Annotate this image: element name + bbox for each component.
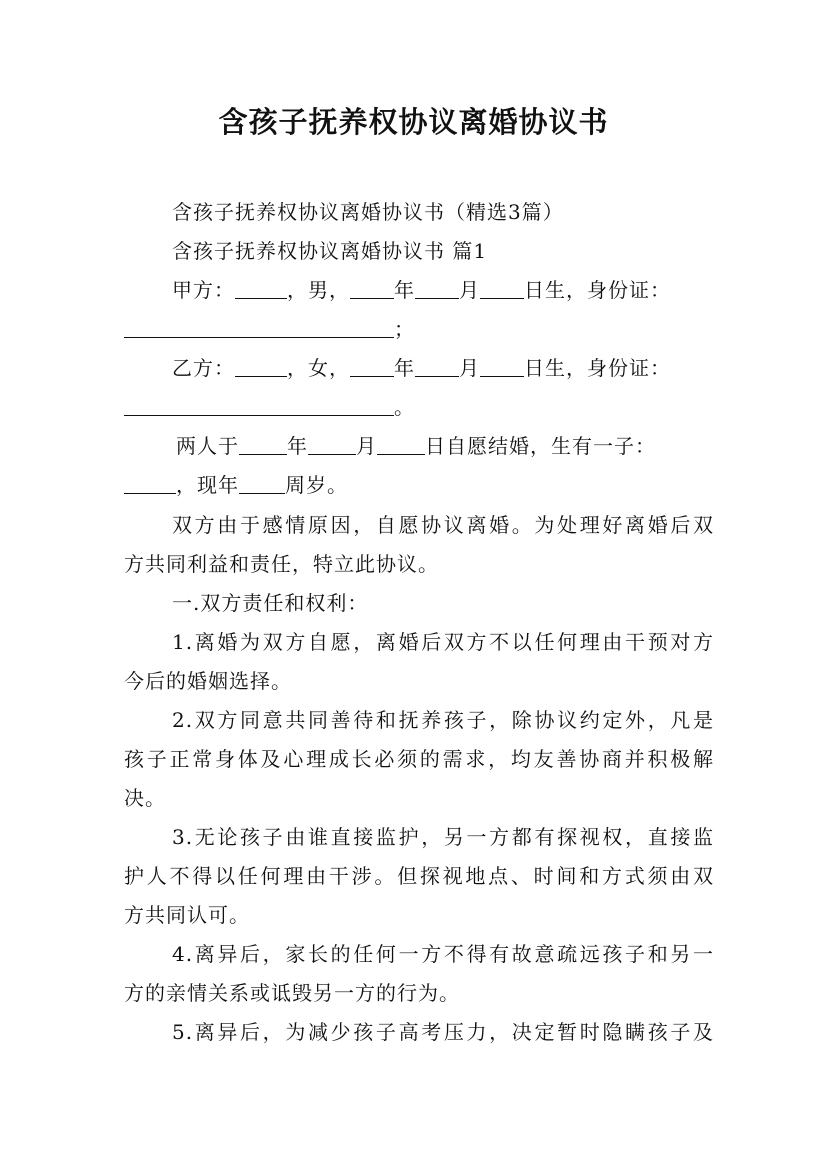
blank-field — [480, 278, 524, 299]
blank-field — [124, 473, 176, 494]
month-label: 月 — [459, 356, 480, 380]
blank-field — [377, 434, 425, 455]
party-b-line — [172, 354, 714, 382]
document-title: 含孩子抚养权协议离婚协议书 — [218, 105, 609, 139]
blank-field — [415, 278, 459, 299]
blank-field — [350, 278, 394, 299]
age-label: ，现年 — [176, 473, 239, 497]
marriage-line — [176, 432, 714, 460]
paragraph-line: 4.离异后，家长的任何一方不得有故意疏远孩子和另一 — [172, 942, 714, 966]
blank-field — [235, 356, 287, 377]
section-heading-rights: 一.双方责任和权利： — [172, 591, 369, 615]
day-born-label: 日生，身份证： — [524, 356, 671, 380]
party-a-gender: ，男， — [287, 278, 350, 302]
blank-field — [350, 356, 394, 377]
marriage-suffix: 日自愿结婚，生有一子： — [425, 434, 656, 458]
paragraph-line: 方共同利益和责任，特立此协议。 — [124, 552, 439, 576]
paragraph-line: 1.离婚为双方自愿，离婚后双方不以任何理由干预对方 — [172, 630, 714, 654]
blank-field — [124, 395, 394, 416]
blank-field — [239, 473, 285, 494]
blank-field — [415, 356, 459, 377]
paragraph-line: 孩子正常身体及心理成长必须的需求，均友善协商并积极解 — [124, 747, 714, 771]
line-end: ； — [394, 317, 415, 341]
document-subtitle: 含孩子抚养权协议离婚协议书（精选3篇） — [172, 200, 564, 224]
blank-field — [239, 434, 287, 455]
year-label: 年 — [394, 278, 415, 302]
party-b-label: 乙方： — [172, 356, 235, 380]
age-suffix: 周岁。 — [285, 473, 348, 497]
paragraph-line: 决。 — [124, 786, 166, 810]
section-heading: 含孩子抚养权协议离婚协议书 篇1 — [172, 239, 488, 263]
party-a-line — [172, 276, 714, 304]
line-end: 。 — [394, 395, 415, 419]
month-label: 月 — [356, 434, 377, 458]
paragraph-line: 护人不得以任何理由干涉。但探视地点、时间和方式须由双 — [124, 864, 714, 888]
blank-field — [308, 434, 356, 455]
marriage-line-2 — [124, 471, 714, 499]
year-label: 年 — [287, 434, 308, 458]
party-b-id-line — [124, 393, 714, 421]
party-a-id-line — [124, 315, 714, 343]
marriage-prefix: 两人于 — [176, 434, 239, 458]
paragraph-line: 方的亲情关系或诋毁另一方的行为。 — [124, 981, 460, 1005]
paragraph-line: 2.双方同意共同善待和抚养孩子，除协议约定外，凡是 — [172, 708, 714, 732]
paragraph-line: 今后的婚姻选择。 — [124, 669, 292, 693]
party-a-label: 甲方： — [172, 278, 235, 302]
paragraph-line: 3.无论孩子由谁直接监护，另一方都有探视权，直接监 — [172, 825, 714, 849]
blank-field — [124, 317, 394, 338]
day-born-label: 日生，身份证： — [524, 278, 671, 302]
party-b-gender: ，女， — [287, 356, 350, 380]
blank-field — [235, 278, 287, 299]
paragraph-line: 方共同认可。 — [124, 903, 250, 927]
month-label: 月 — [459, 278, 480, 302]
paragraph-line: 5.离异后，为减少孩子高考压力，决定暂时隐瞒孩子及 — [172, 1020, 714, 1044]
year-label: 年 — [394, 356, 415, 380]
paragraph-line: 双方由于感情原因，自愿协议离婚。为处理好离婚后双 — [172, 513, 714, 537]
blank-field — [480, 356, 524, 377]
